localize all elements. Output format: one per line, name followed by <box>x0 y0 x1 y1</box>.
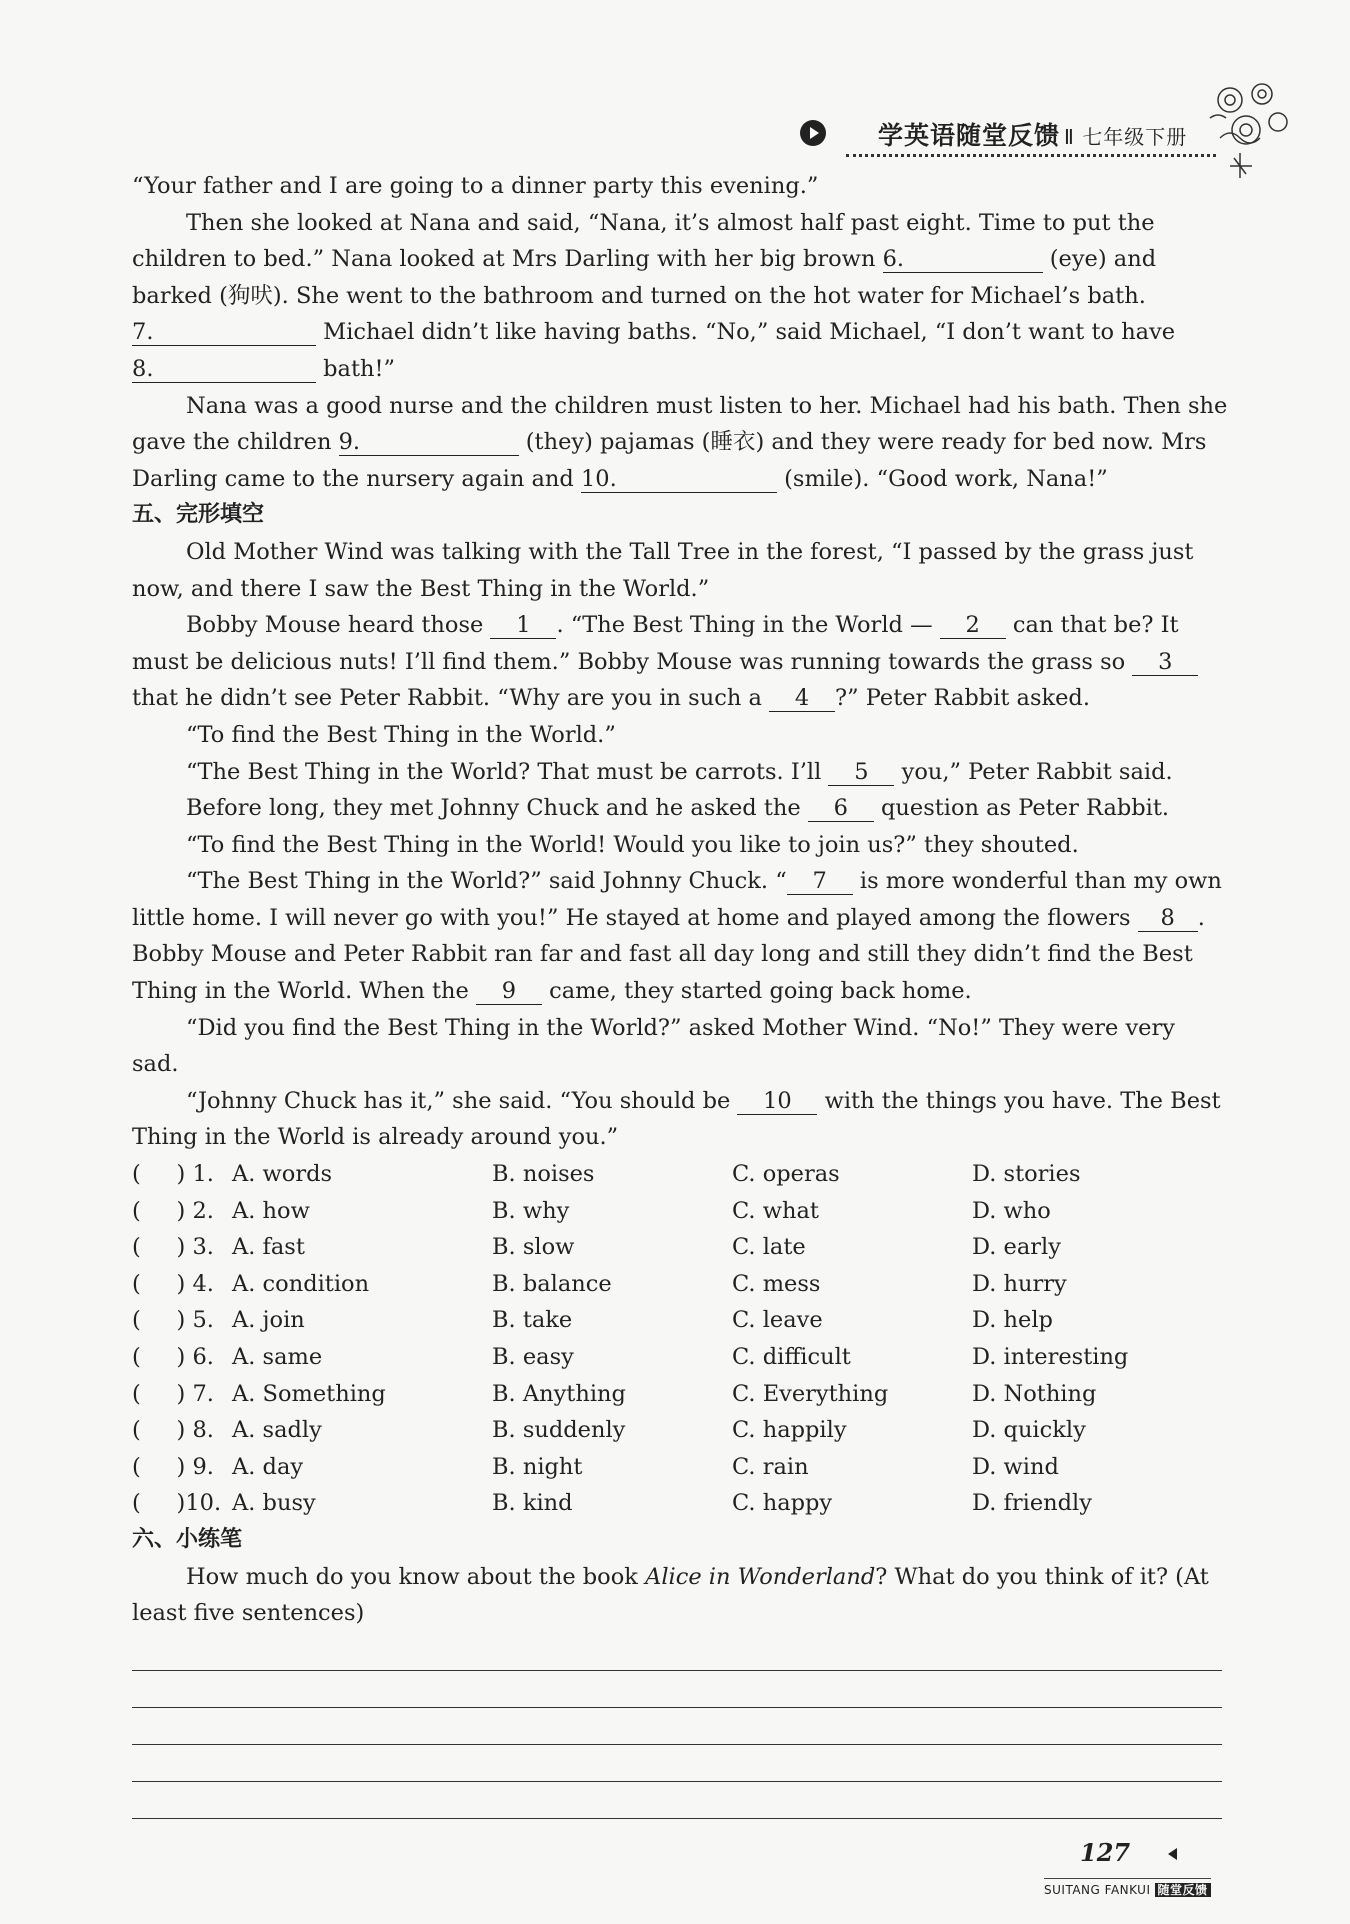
page-number: 127 <box>1080 1838 1131 1867</box>
cloze-paragraph: “Johnny Chuck has it,” she said. “You should be 10 with the things you have. The Best Thing in the World is already around you.” <box>132 1087 1221 1151</box>
option-b[interactable]: B. easy <box>492 1344 574 1370</box>
option-a[interactable]: A. sadly <box>232 1417 322 1444</box>
question-row <box>132 1339 1228 1376</box>
cloze-paragraph: Bobby Mouse heard those 1 . “The Best Thing in the World — 2 can that be? It must be delicious nuts! I’ll find them.” Bobby Mouse was running towards the grass so 3 that he didn’t see Peter Rabbit. “Why are you in such a 4 ?” Peter Rabbit asked. <box>132 607 1228 717</box>
writing-area[interactable] <box>132 1634 1228 1819</box>
answer-bracket[interactable]: ( )10. <box>132 1490 222 1517</box>
option-d[interactable]: D. hurry <box>972 1270 1067 1297</box>
question-row <box>132 1485 1228 1522</box>
option-b[interactable]: B. suddenly <box>492 1417 626 1444</box>
answer-blank-6[interactable]: 6. <box>883 246 1043 273</box>
writing-line[interactable] <box>132 1745 1222 1782</box>
writing-prompt: How much do you know about the book Alice in Wonderland? What do you think of it? (At least five sentences) <box>132 1563 1209 1627</box>
answer-bracket[interactable]: ( ) 9. <box>132 1453 214 1480</box>
option-d[interactable]: D. quickly <box>972 1417 1086 1444</box>
option-c[interactable]: C. happy <box>732 1490 833 1517</box>
answer-blank-10[interactable]: 10. <box>581 466 777 493</box>
grade-label: Ⅱ 七年级下册 <box>1064 125 1188 149</box>
answer-bracket[interactable]: ( ) 3. <box>132 1234 214 1261</box>
option-c[interactable]: C. late <box>732 1234 806 1261</box>
cloze-paragraph: Old Mother Wind was talking with the Tall Tree in the forest, “I passed by the grass just now, and there I saw the Best Thing in the World.” <box>132 538 1194 602</box>
arrow-left-icon <box>1168 1848 1177 1860</box>
answer-bracket[interactable]: ( ) 2. <box>132 1197 214 1224</box>
cloze-paragraph: “To find the Best Thing in the World! Would you like to join us?” they shouted. <box>186 831 1079 858</box>
cloze-blank-7[interactable]: 7 <box>787 868 853 895</box>
option-a[interactable]: A. same <box>232 1344 323 1370</box>
passage-paragraph: Nana was a good nurse and the children must listen to her. Michael had his bath. Then she gave the children 9. (they) pajamas (睡衣) and they were ready for bed now. Mrs Darling came to the nursery again and 10. (smile). “Good work, Nana!” <box>132 392 1228 492</box>
writing-line[interactable] <box>132 1634 1222 1671</box>
option-c[interactable]: C. leave <box>732 1307 823 1334</box>
cloze-paragraph: “The Best Thing in the World? That must be carrots. I’ll 5 you,” Peter Rabbit said. <box>186 758 1173 785</box>
option-c[interactable]: C. difficult <box>732 1344 851 1370</box>
question-row <box>132 1302 1228 1339</box>
cloze-blank-2[interactable]: 2 <box>940 612 1006 639</box>
answer-blank-9[interactable]: 9. <box>339 429 519 456</box>
question-row <box>132 1412 1228 1449</box>
play-icon <box>800 120 826 146</box>
option-c[interactable]: C. operas <box>732 1161 840 1188</box>
footer-label-cn: 随堂反馈 <box>1155 1883 1211 1897</box>
writing-line[interactable] <box>132 1708 1222 1745</box>
option-b[interactable]: B. night <box>492 1453 583 1480</box>
answer-blank-8[interactable]: 8. <box>132 356 316 383</box>
cloze-blank-6[interactable]: 6 <box>808 795 874 822</box>
option-d[interactable]: D. who <box>972 1197 1051 1224</box>
option-a[interactable]: A. Something <box>232 1380 386 1407</box>
option-a[interactable]: A. join <box>232 1307 305 1334</box>
question-row <box>132 1229 1228 1266</box>
option-d[interactable]: D. early <box>972 1234 1061 1261</box>
option-a[interactable]: A. condition <box>232 1270 370 1297</box>
question-row <box>132 1266 1228 1303</box>
cloze-blank-5[interactable]: 5 <box>828 759 894 786</box>
answer-bracket[interactable]: ( ) 6. <box>132 1344 214 1370</box>
question-row <box>132 1193 1228 1230</box>
cloze-blank-10[interactable]: 10 <box>737 1088 817 1115</box>
option-c[interactable]: C. rain <box>732 1453 809 1480</box>
page-header <box>790 112 1220 162</box>
option-a[interactable]: A. day <box>232 1453 304 1480</box>
answer-blank-7[interactable]: 7. <box>132 319 316 346</box>
writing-line[interactable] <box>132 1671 1222 1708</box>
passage-line: “Your father and I are going to a dinner party this evening.” <box>132 173 819 199</box>
answer-bracket[interactable]: ( ) 5. <box>132 1307 214 1334</box>
cloze-paragraph: “The Best Thing in the World?” said Johnny Chuck. “ 7 is more wonderful than my own little home. I will never go with you!” He stayed at home and played among the flowers 8 . Bobby Mouse and Peter Rabbit ran far and fast all day long and still they didn’t find the Best Thing in the World. When the 9 came, they started going back home. <box>132 868 1222 1005</box>
answer-bracket[interactable]: ( ) 1. <box>132 1161 214 1188</box>
option-b[interactable]: B. slow <box>492 1234 575 1261</box>
question-row <box>132 1449 1228 1486</box>
answer-bracket[interactable]: ( ) 8. <box>132 1417 214 1444</box>
option-b[interactable]: B. kind <box>492 1490 573 1517</box>
option-b[interactable]: B. noises <box>492 1161 595 1188</box>
question-list <box>132 1156 1228 1522</box>
answer-bracket[interactable]: ( ) 7. <box>132 1380 214 1407</box>
option-d[interactable]: D. wind <box>972 1453 1059 1480</box>
footer-label: SUITANG FANKUI 随堂反馈 <box>1044 1878 1211 1898</box>
question-row <box>132 1376 1228 1413</box>
option-d[interactable]: D. Nothing <box>972 1380 1097 1407</box>
cloze-paragraph: “Did you find the Best Thing in the World?” asked Mother Wind. “No!” They were very sad. <box>132 1014 1175 1078</box>
option-a[interactable]: A. words <box>232 1161 333 1188</box>
passage-paragraph: Then she looked at Nana and said, “Nana, it’s almost half past eight. Time to put the children to bed.” Nana looked at Mrs Darling with her big brown 6. (eye) and barked (狗吠). She went to the bathroom and turned on the hot water for Michael’s bath. 7. Michael didn’t like having baths. “No,” said Michael, “I don’t want to have 8. bath!” <box>132 209 1176 382</box>
cloze-blank-8[interactable]: 8 <box>1138 905 1198 932</box>
question-row <box>132 1156 1228 1193</box>
option-b[interactable]: B. balance <box>492 1270 612 1297</box>
option-c[interactable]: C. Everything <box>732 1380 889 1407</box>
option-b[interactable]: B. Anything <box>492 1380 626 1407</box>
cloze-blank-4[interactable]: 4 <box>769 685 835 712</box>
option-a[interactable]: A. how <box>232 1197 310 1224</box>
option-c[interactable]: C. what <box>732 1197 819 1224</box>
answer-bracket[interactable]: ( ) 4. <box>132 1270 214 1297</box>
option-d[interactable]: D. interesting <box>972 1344 1129 1370</box>
option-d[interactable]: D. help <box>972 1307 1053 1334</box>
cloze-paragraph: Before long, they met Johnny Chuck and he asked the 6 question as Peter Rabbit. <box>186 795 1170 822</box>
cloze-blank-9[interactable]: 9 <box>476 978 542 1005</box>
option-a[interactable]: A. busy <box>232 1490 316 1517</box>
option-b[interactable]: B. why <box>492 1197 570 1224</box>
writing-line[interactable] <box>132 1782 1222 1819</box>
option-c[interactable]: C. happily <box>732 1417 847 1444</box>
cloze-blank-3[interactable]: 3 <box>1132 649 1198 676</box>
cloze-paragraph: “To find the Best Thing in the World.” <box>186 721 616 748</box>
book-title-italic: Alice in Wonderland <box>645 1563 876 1590</box>
content-area <box>132 168 1228 1819</box>
option-d[interactable]: D. stories <box>972 1161 1081 1188</box>
cloze-blank-1[interactable]: 1 <box>490 612 556 639</box>
option-d[interactable]: D. friendly <box>972 1490 1092 1517</box>
header-divider <box>846 154 1216 157</box>
option-b[interactable]: B. take <box>492 1307 573 1334</box>
section-title-writing: 六、小练笔 <box>132 1526 243 1552</box>
section-title-cloze: 五、完形填空 <box>132 502 265 528</box>
book-title: 学英语随堂反馈 Ⅱ 七年级下册 <box>878 121 1188 150</box>
option-c[interactable]: C. mess <box>732 1270 821 1297</box>
page-footer <box>1040 1838 1280 1908</box>
option-a[interactable]: A. fast <box>232 1234 305 1261</box>
